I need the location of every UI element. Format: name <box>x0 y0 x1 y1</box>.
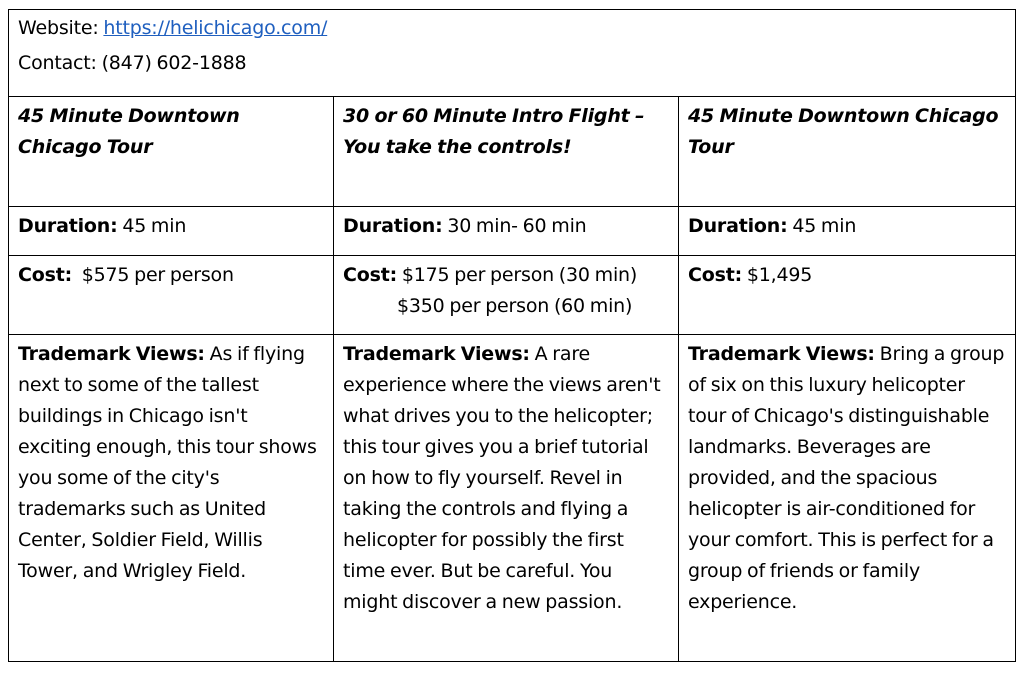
views-text: Bring a group of six on this luxury helicopter tour of Chicago's distinguishable landmarks. Beverages are provided, and the spacious helicopter is air-conditioned for your comfort. This is perfect for a group of friends or family experience. <box>688 343 1005 613</box>
duration-value: 45 min <box>792 215 857 237</box>
contact-cell <box>9 10 1016 97</box>
views-row <box>9 335 1016 662</box>
cost-row <box>9 256 1016 335</box>
duration-label: Duration: <box>18 215 118 237</box>
tour-comparison-table <box>8 9 1016 662</box>
cost-label: Cost: <box>343 264 397 286</box>
phone-number: (847) 602-1888 <box>101 52 247 74</box>
cost-cell <box>679 256 1016 335</box>
tour-title: 30 or 60 Minute Intro Flight – You take the controls! <box>343 105 645 158</box>
views-label: Trademark Views: <box>343 343 530 365</box>
contact-label: Contact: <box>18 52 97 74</box>
views-cell <box>679 335 1016 662</box>
duration-value: 30 min- 60 min <box>447 215 587 237</box>
views-label: Trademark Views: <box>688 343 875 365</box>
title-row <box>9 97 1016 207</box>
contact-row <box>9 10 1016 97</box>
website-line <box>18 11 1006 46</box>
views-label: Trademark Views: <box>18 343 205 365</box>
cost-line <box>343 260 669 291</box>
tour-title: 45 Minute Downtown Chicago Tour <box>688 105 999 158</box>
views-cell <box>334 335 679 662</box>
cost-value: $175 per person (30 min) <box>401 264 638 286</box>
duration-cell <box>9 207 334 256</box>
duration-label: Duration: <box>343 215 443 237</box>
cost-cell <box>9 256 334 335</box>
views-text: As if flying next to some of the tallest buildings in Chicago isn't exciting enough, this tour shows you some of the city's trademarks such as United Center, Soldier Field, Willis Tower, and Wrigley Field. <box>18 343 317 582</box>
tour-title-cell <box>679 97 1016 207</box>
cost-value: $1,495 <box>746 264 813 286</box>
cost-label: Cost: <box>18 264 72 286</box>
tour-title: 45 Minute Downtown Chicago Tour <box>18 105 240 158</box>
duration-row <box>9 207 1016 256</box>
website-label: Website: <box>18 17 99 39</box>
cost-value-secondary: $350 per person (60 min) <box>397 295 633 317</box>
duration-label: Duration: <box>688 215 788 237</box>
website-link[interactable]: https://helichicago.com/ <box>103 17 328 39</box>
views-text: A rare experience where the views aren't what drives you to the helicopter; this tour gives you a brief tutorial on how to fly yourself. Revel in taking the controls and flying a helicopter for possibly the first time ever. But be careful. You might discover a new passion. <box>343 343 661 613</box>
cost-label: Cost: <box>688 264 742 286</box>
cost-cell <box>334 256 679 335</box>
views-cell <box>9 335 334 662</box>
contact-line <box>18 46 1006 81</box>
duration-cell <box>679 207 1016 256</box>
cost-value: $575 per person <box>81 264 234 286</box>
tour-title-cell <box>9 97 334 207</box>
duration-value: 45 min <box>122 215 187 237</box>
duration-cell <box>334 207 679 256</box>
tour-title-cell <box>334 97 679 207</box>
